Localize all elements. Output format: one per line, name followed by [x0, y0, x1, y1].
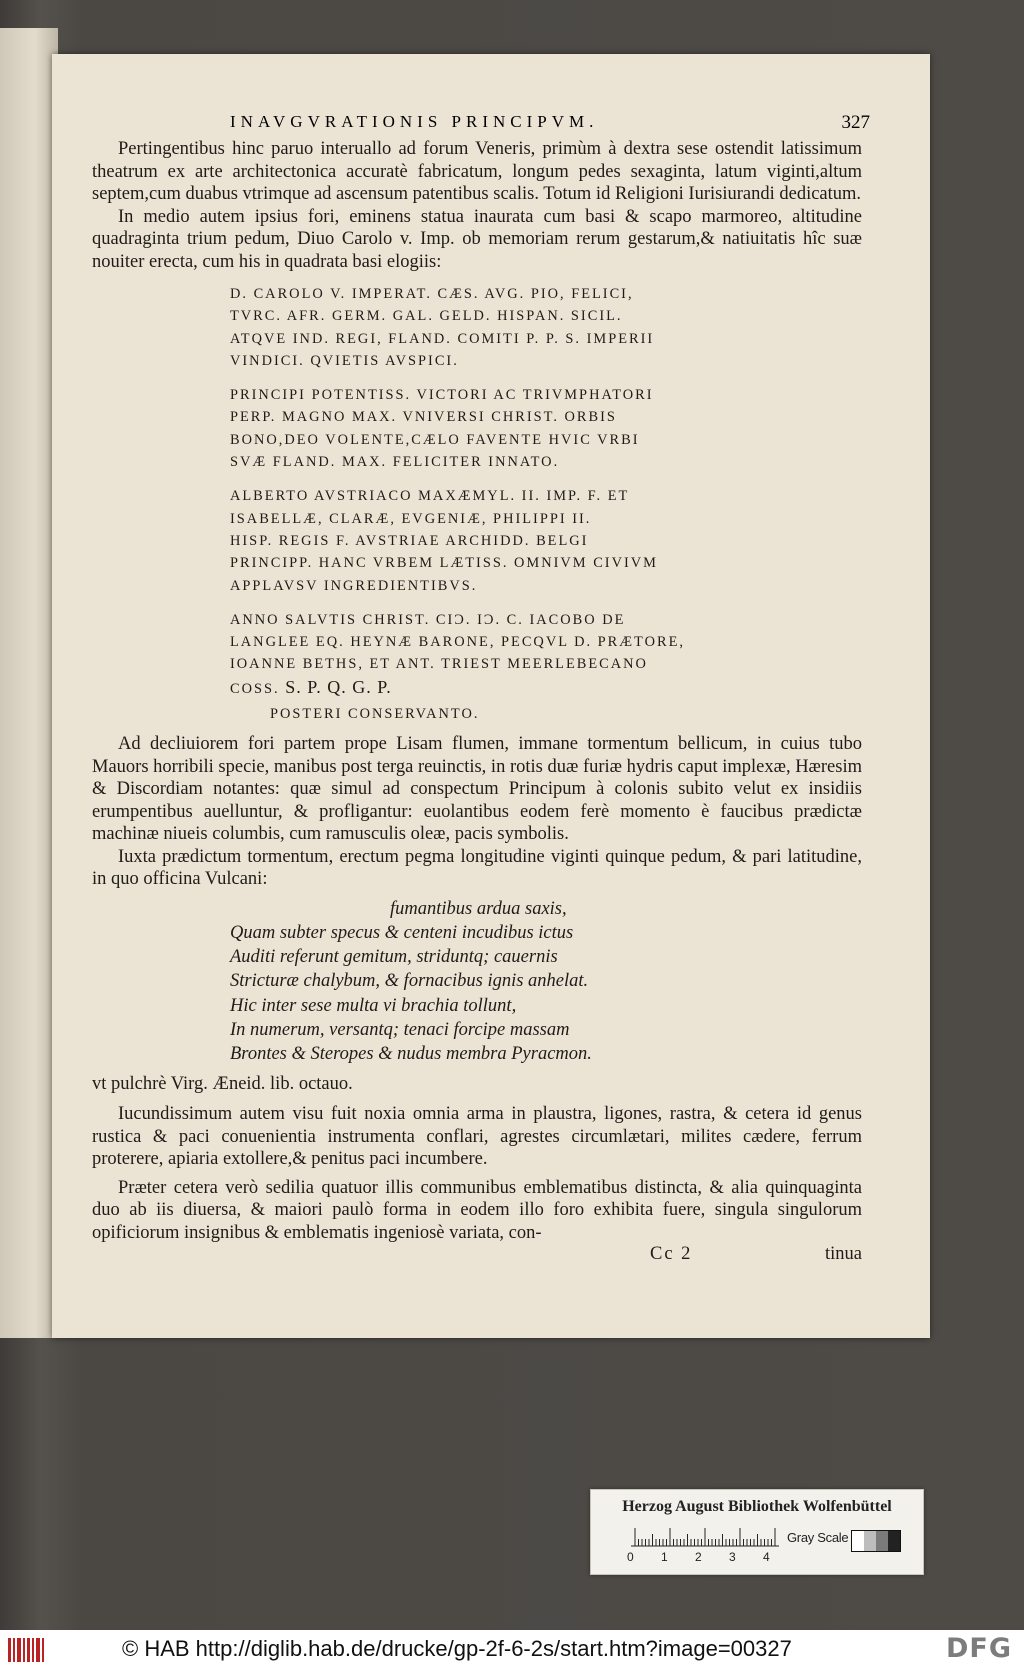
- verse-line: Stricturæ chalybum, & fornacibus ignis anhelat.: [230, 971, 589, 992]
- inscription-line: ATQVE IND. REGI, FLAND. COMITI P. P. S. IMPERII: [230, 330, 655, 347]
- reference-card: [590, 1489, 924, 1575]
- inscription-line: LANGLEE EQ. HEYNÆ BARONE, PECQVL D. PRÆTORE,: [230, 634, 685, 651]
- verse-line: Quam subter specus & centeni incudibus ictus: [230, 922, 574, 943]
- inscription-block: [230, 485, 686, 596]
- inscription-line: PERP. MAGNO MAX. VNIVERSI CHRIST. ORBIS: [230, 409, 617, 426]
- barcode-icon: [8, 1636, 48, 1664]
- verse-line: In numerum, versantq; tenaci forcipe massam: [230, 1020, 570, 1041]
- paragraph: Præter cetera verò sedilia quatuor illis communibus emblematibus distincta, & alia quinquaginta duo ab iis diuersa, & maiori paulò forma in eodem illo foro exhibita fuere, singula singulorum opificiorum insignibus & emblematis ingeniosè variata, con-: [92, 1177, 862, 1243]
- inscription-line: TVRC. AFR. GERM. GAL. GELD. HISPAN. SICIL.: [230, 308, 623, 325]
- ruler-number: 1: [661, 1550, 668, 1564]
- gray-scale-label: Gray Scale: [787, 1530, 849, 1545]
- ruler-number: 3: [729, 1550, 736, 1564]
- paragraph: Ad decliuiorem fori partem prope Lisam flumen, immane tormentum bellicum, in cuius tubo Mauors horribili specie, manibus post terga reuinctis, in rotis duæ furiæ hydris caput implexæ, Hæresim & Discordiam notantes: quæ simul ad conspectum Principum à colonis subito velut ex insidiis erumpentibus auelluntur, & profligantur: euolantibus eodem ferè momento è faucibus prædictæ machinæ niueis columbis, cum ramusculis oleæ, pacis symbolis.: [92, 734, 862, 845]
- paragraph: Pertingentibus hinc paruo interuallo ad forum Veneris, primùm à dextra sese ostendit latissimum theatrum ex arte architectonica accuratè fabricatum, longum pedes sexaginta, latum viginti,altum septem,cum duabus vtrimque ad ascensum patentibus scalis. Totum id Religioni Iurisiurandi dedicatum.: [92, 139, 862, 204]
- inscription-line: D. CAROLO V. IMPERAT. CÆS. AVG. PIO, FELICI,: [230, 286, 634, 302]
- inscription-line: PRINCIPP. HANC VRBEM LÆTISS. OMNIVM CIVIVM: [230, 555, 658, 572]
- ruler-number: 2: [695, 1550, 702, 1564]
- ruler-number: 0: [627, 1550, 634, 1564]
- verse-source: vt pulchrè Virg. Æneid. lib. octauo.: [92, 1073, 353, 1094]
- signature-mark: Cc 2: [650, 1244, 693, 1265]
- copyright-url: © HAB http://diglib.hab.de/drucke/gp-2f-6-2s/start.htm?image=00327: [122, 1636, 792, 1661]
- paragraph: Iuxta prædictum tormentum, erectum pegma longitudine viginti quinque pedum, & pari latitudine, in quo officina Vulcani:: [92, 846, 862, 890]
- verse-line: fumantibus ardua saxis,: [390, 898, 567, 919]
- signature-line: [92, 1244, 862, 1266]
- paragraph: Iucundissimum autem visu fuit noxia omnia arma in plaustra, ligones, rastra, & cetera id genus rustica & paci conuenientia instrumenta conflari, agrestes circumlætari, milites cædere, ferrum proterere, apiaria extollere,& penitus paci incumbere.: [92, 1104, 862, 1170]
- coss-label: COSS.: [230, 680, 280, 697]
- dfg-logo: DFG: [945, 1633, 1012, 1664]
- verse-line: Hic inter sese multa vi brachia tollunt,: [230, 995, 517, 1016]
- spqgp-label: S. P. Q. G. P.: [285, 676, 392, 697]
- inscription-line: SVÆ FLAND. MAX. FELICITER INNATO.: [230, 454, 560, 471]
- verse-quotation: [230, 897, 862, 1067]
- inscription-line: IOANNE BETHS, ET ANT. TRIEST MEERLEBECANO: [230, 656, 648, 673]
- inscription-line: BONO,DEO VOLENTE,CÆLO FAVENTE HVIC VRBI: [230, 431, 640, 448]
- verse-line: Brontes & Steropes & nudus membra Pyracmon.: [230, 1044, 592, 1065]
- inscription-line: [230, 676, 686, 700]
- inscription-block: [230, 609, 686, 700]
- inscription-line: VINDICI. QVIETIS AVSPICI.: [230, 352, 459, 369]
- inscription-line: HISP. REGIS F. AVSTRIAE ARCHIDD. BELGI: [230, 532, 589, 549]
- footer-bar: [0, 1630, 1024, 1669]
- inscription-block: [230, 283, 686, 372]
- verse-line: Auditi referunt gemitum, striduntq; cauernis: [230, 947, 558, 968]
- ruler-icon: [631, 1526, 779, 1548]
- book-page: [52, 54, 930, 1338]
- ruler-number: 4: [763, 1550, 770, 1564]
- running-head: [230, 112, 870, 138]
- page-number: 327: [841, 112, 870, 133]
- inscription: [230, 283, 686, 700]
- catchword: tinua: [825, 1244, 862, 1265]
- inscription-block: [230, 384, 686, 473]
- paragraph: In medio autem ipsius fori, eminens statua inaurata cum basi & scapo marmoreo, altitudine quadraginta trium pedum, Diuo Carolo v. Imp. ob memoriam rerum gestarum,& natiuitatis hîc suæ nouiter erecta, cum his in quadrata basi elogiis:: [92, 206, 862, 272]
- inscription-line: ALBERTO AVSTRIACO MAXÆMYL. II. IMP. F. ET: [230, 488, 630, 505]
- gray-swatch: [851, 1530, 901, 1552]
- ruler-numbers: [627, 1550, 787, 1566]
- inscription-closing: POSTERI CONSERVANTO.: [270, 706, 480, 723]
- reference-card-title: Herzog August Bibliothek Wolfenbüttel: [622, 1498, 892, 1515]
- inscription-line: PRINCIPI POTENTISS. VICTORI AC TRIVMPHATORI: [230, 387, 654, 404]
- inscription-line: APPLAVSV INGREDIENTIBVS.: [230, 577, 478, 594]
- previous-page-edge: [0, 28, 58, 1338]
- running-title: INAVGVRATIONIS PRINCIPVM.: [230, 112, 599, 131]
- page-body: [92, 138, 862, 1266]
- inscription-line: ISABELLÆ, CLARÆ, EVGENIÆ, PHILIPPI II.: [230, 510, 592, 527]
- inscription-line: ANNO SALVTIS CHRIST. CIƆ. IƆ. C. IACOBO DE: [230, 611, 626, 628]
